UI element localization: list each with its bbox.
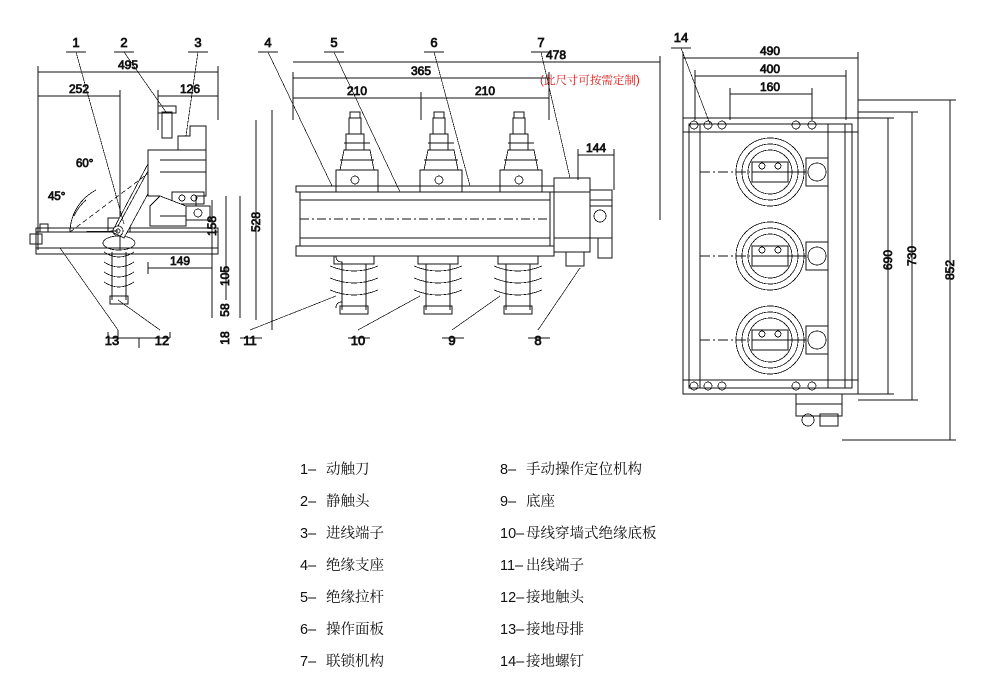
- legend-item-10: [500, 522, 720, 543]
- legend-num-3: 3–: [300, 526, 317, 542]
- dim-495: 495: [117, 58, 139, 72]
- legend-num-13: 13–: [500, 622, 525, 638]
- legend-num-8: 8–: [500, 462, 517, 478]
- legend-num-7: 7–: [300, 654, 317, 670]
- callout-14: 14: [673, 30, 689, 45]
- legend-num-11: 11–: [500, 558, 524, 574]
- legend-item-2: [300, 490, 500, 511]
- legend-num-12: 12–: [500, 590, 525, 606]
- callout-10: 10: [350, 333, 366, 348]
- callout-13: 13: [104, 333, 120, 348]
- callout-1: 1: [72, 35, 80, 50]
- legend-item-14: [500, 650, 720, 671]
- legend-label-2: 静触头: [326, 494, 370, 510]
- callout-2: 2: [120, 35, 128, 50]
- legend-label-6: 操作面板: [326, 622, 384, 638]
- legend-num-14: 14–: [500, 654, 525, 670]
- dim-126: 126: [179, 82, 201, 96]
- legend-num-5: 5–: [300, 590, 317, 606]
- dim-210-b: 210: [474, 84, 496, 98]
- custom-size-note: (此尺寸可按需定制): [540, 75, 640, 87]
- legend-label-10: 母线穿墙式绝缘底板: [526, 526, 657, 542]
- legend-num-4: 4–: [300, 558, 317, 574]
- legend-label-9: 底座: [526, 494, 555, 510]
- callout-11: 11: [243, 333, 257, 348]
- legend-label-13: 接地母排: [526, 622, 584, 638]
- dim-149: 149: [169, 254, 191, 268]
- legend-item-12: [500, 586, 720, 607]
- legend-num-2: 2–: [300, 494, 317, 510]
- callout-4: 4: [264, 35, 272, 50]
- dim-105: 105: [218, 265, 232, 287]
- dim-478: 478: [545, 48, 567, 62]
- dim-852: 852: [943, 259, 957, 281]
- dim-144: 144: [585, 141, 607, 155]
- callout-8: 8: [534, 333, 542, 348]
- dim-490: 490: [759, 44, 781, 58]
- legend-num-10: 10–: [500, 526, 525, 542]
- callout-3: 3: [194, 35, 202, 50]
- legend-item-3: [300, 522, 500, 543]
- legend-label-4: 绝缘支座: [326, 558, 384, 574]
- legend-num-6: 6–: [300, 622, 317, 638]
- dim-210-a: 210: [346, 84, 368, 98]
- legend-label-7: 联锁机构: [326, 654, 384, 670]
- dim-690: 690: [881, 249, 895, 271]
- dim-528: 528: [249, 211, 263, 233]
- dim-18: 18: [218, 331, 232, 345]
- legend-label-12: 接地触头: [526, 590, 584, 606]
- legend-item-8: [500, 458, 720, 479]
- dim-252: 252: [68, 82, 90, 96]
- callout-9: 9: [448, 333, 456, 348]
- dim-160: 160: [759, 80, 781, 94]
- legend-label-5: 绝缘拉杆: [326, 590, 384, 606]
- legend-item-9: [500, 490, 720, 511]
- legend-item-7: [300, 650, 500, 671]
- legend-item-13: [500, 618, 720, 639]
- legend-item-11: [500, 554, 720, 575]
- legend-label-14: 接地螺钉: [526, 654, 584, 670]
- callout-5: 5: [330, 35, 338, 50]
- legend-list: [300, 458, 720, 671]
- dim-58: 58: [218, 303, 232, 317]
- angle-45: 45°: [48, 191, 66, 203]
- dim-158: 158: [205, 215, 219, 237]
- legend-label-11: 出线端子: [526, 558, 584, 574]
- legend-num-1: 1–: [300, 462, 317, 478]
- legend-label-8: 手动操作定位机构: [526, 462, 642, 478]
- dim-365: 365: [410, 64, 432, 78]
- legend-label-3: 进线端子: [326, 526, 384, 542]
- legend-item-4: [300, 554, 500, 575]
- callout-12: 12: [154, 333, 170, 348]
- callout-6: 6: [430, 35, 438, 50]
- callout-7: 7: [537, 35, 545, 50]
- dim-400: 400: [759, 62, 781, 76]
- dim-730: 730: [905, 245, 919, 267]
- legend-num-9: 9–: [500, 494, 517, 510]
- legend-item-1: [300, 458, 500, 479]
- legend-item-6: [300, 618, 500, 639]
- legend-item-5: [300, 586, 500, 607]
- legend-label-1: 动触刀: [326, 462, 370, 478]
- angle-60: 60°: [76, 158, 94, 170]
